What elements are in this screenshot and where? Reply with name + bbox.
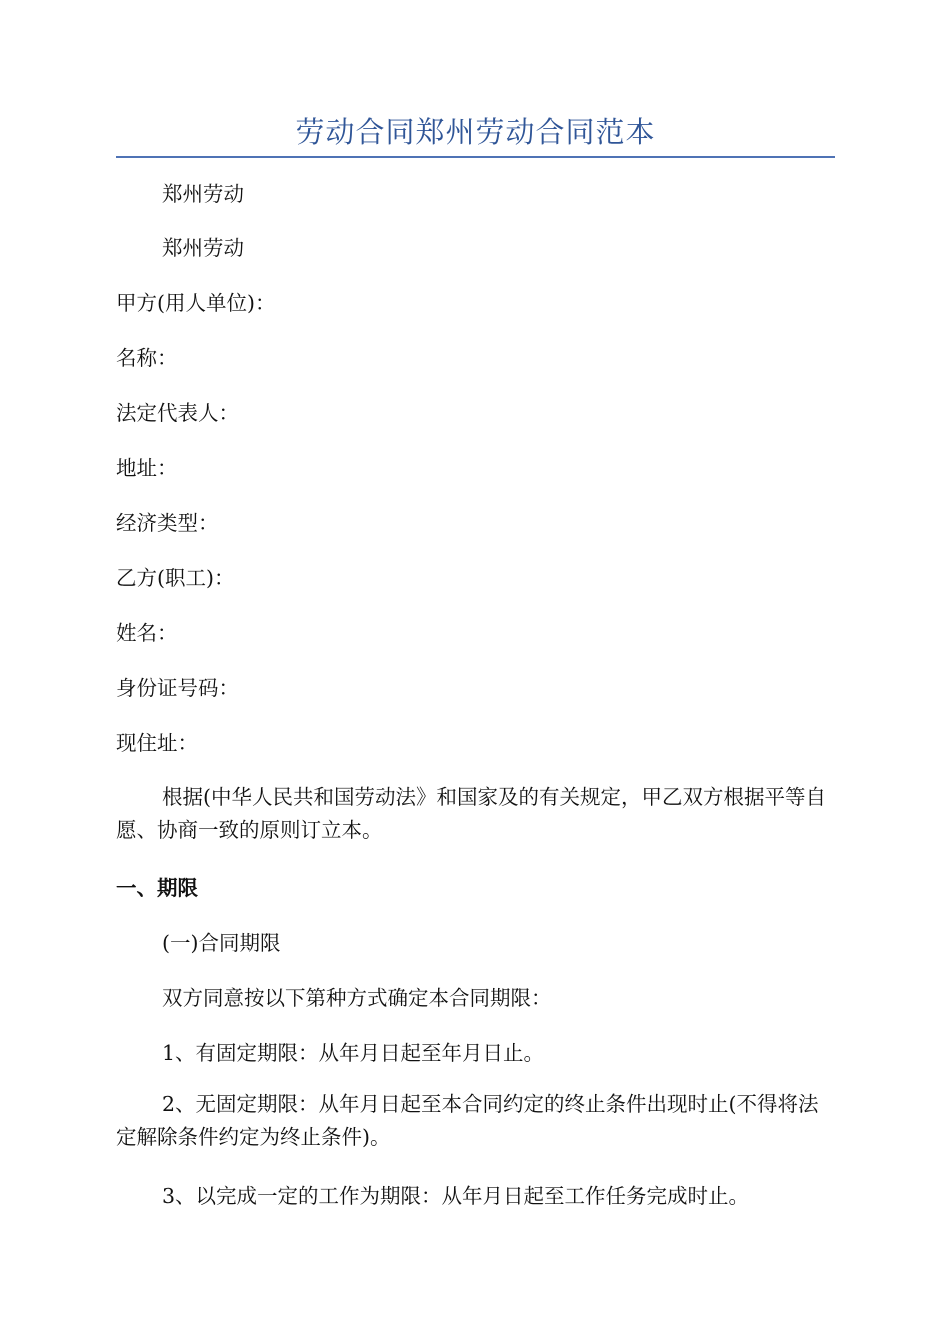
term-item-3: 3、以完成一定的工作为期限：从年月日起至工作任务完成时止。 <box>162 1184 750 1208</box>
party-b-label: 乙方(职工)： <box>116 566 235 590</box>
full-name-label: 姓名： <box>116 621 178 645</box>
id-number-label: 身份证号码： <box>116 676 239 700</box>
subtitle-line-1: 郑州劳动 <box>162 182 244 206</box>
name-field-label: 名称： <box>116 346 178 370</box>
legal-representative-label: 法定代表人： <box>116 401 239 425</box>
current-address-label: 现住址： <box>116 731 198 755</box>
intro-paragraph: 根据(中华人民共和国劳动法》和国家及的有关规定，甲乙双方根据平等自愿、协商一致的原则订立本。 <box>116 785 826 842</box>
term-item-2: 2、无固定期限：从年月日起至本合同约定的终止条件出现时止(不得将法定解除条件约定为终止条件)。 <box>116 1092 819 1149</box>
section-heading: 一、期限 <box>116 876 198 900</box>
address-label: 地址： <box>116 456 178 480</box>
document-title: 劳动合同郑州劳动合同范本 <box>295 115 656 149</box>
sub-heading: (一)合同期限 <box>162 931 281 955</box>
agreement-line: 双方同意按以下第种方式确定本合同期限： <box>162 986 552 1010</box>
title-block <box>116 112 835 158</box>
party-a-label: 甲方(用人单位)： <box>116 291 276 315</box>
subtitle-line-2: 郑州劳动 <box>162 236 244 260</box>
economic-type-label: 经济类型： <box>116 511 219 535</box>
term-item-1: 1、有固定期限：从年月日起至年月日止。 <box>162 1041 545 1065</box>
